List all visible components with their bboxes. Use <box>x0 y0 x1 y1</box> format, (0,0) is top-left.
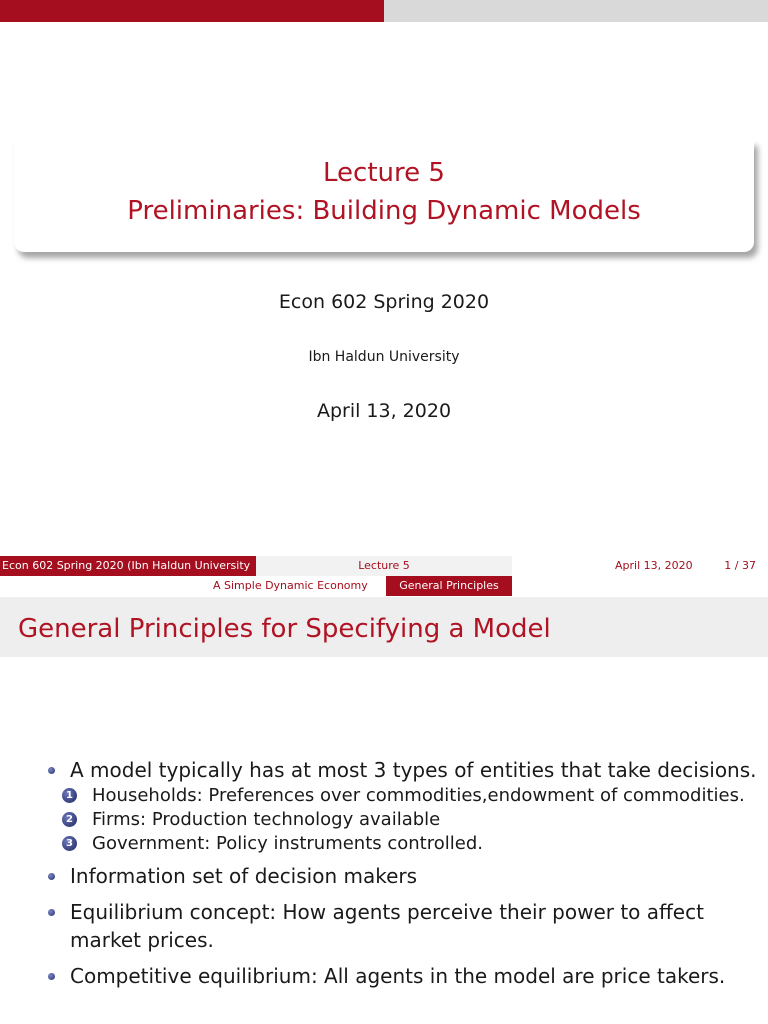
lecture-subtitle: Preliminaries: Building Dynamic Models <box>127 196 641 226</box>
top-bar-red <box>0 0 384 22</box>
enumerated-item <box>22 832 758 856</box>
nav-section-link[interactable]: A Simple Dynamic Economy <box>213 579 368 592</box>
footer-right <box>512 556 768 576</box>
number-badge-icon: 1 <box>62 788 77 803</box>
bullet-list <box>46 756 758 990</box>
bullet-text: Information set of decision makers <box>70 864 418 888</box>
bullet-item <box>46 962 758 990</box>
bullet-dot-icon <box>48 873 55 880</box>
enumerated-text: Government: Policy instruments controlled. <box>92 833 483 854</box>
frame-title: General Principles for Specifying a Model <box>18 614 551 644</box>
bullet-text: A model typically has at most 3 types of entities that take decisions. <box>70 758 757 782</box>
bullet-item <box>46 898 758 954</box>
footer-date: April 13, 2020 <box>615 559 693 572</box>
enumerated-item <box>22 784 758 808</box>
bullet-dot-icon <box>48 973 55 980</box>
bullet-dot-icon <box>48 767 55 774</box>
footer-author[interactable]: Econ 602 Spring 2020 (Ibn Haldun University <box>0 556 256 576</box>
number-badge-icon: 2 <box>62 812 77 827</box>
top-bar-gray <box>384 0 768 22</box>
enumerated-item <box>22 808 758 832</box>
footer-page-number: 1 / 37 <box>724 559 756 572</box>
nav-subsection-link[interactable]: General Principles <box>386 576 512 596</box>
enumerated-text: Firms: Production technology available <box>92 809 441 830</box>
bullet-text: Competitive equilibrium: All agents in the model are price takers. <box>70 964 726 988</box>
title-box <box>14 140 754 252</box>
bullet-item <box>46 756 758 784</box>
enumerated-text: Households: Preferences over commodities,endowment of commodities. <box>92 785 745 806</box>
footer-title[interactable]: Lecture 5 <box>256 556 512 576</box>
number-badge-icon: 3 <box>62 836 77 851</box>
bullet-dot-icon <box>48 909 55 916</box>
institute-name: Ibn Haldun University <box>308 349 460 365</box>
lecture-title: Lecture 5 <box>323 158 445 188</box>
presentation-date: April 13, 2020 <box>316 400 452 422</box>
course-name: Econ 602 Spring 2020 <box>278 291 490 313</box>
bullet-text: Equilibrium concept: How agents perceive their power to affect market prices. <box>70 900 704 952</box>
bullet-item <box>46 862 758 890</box>
